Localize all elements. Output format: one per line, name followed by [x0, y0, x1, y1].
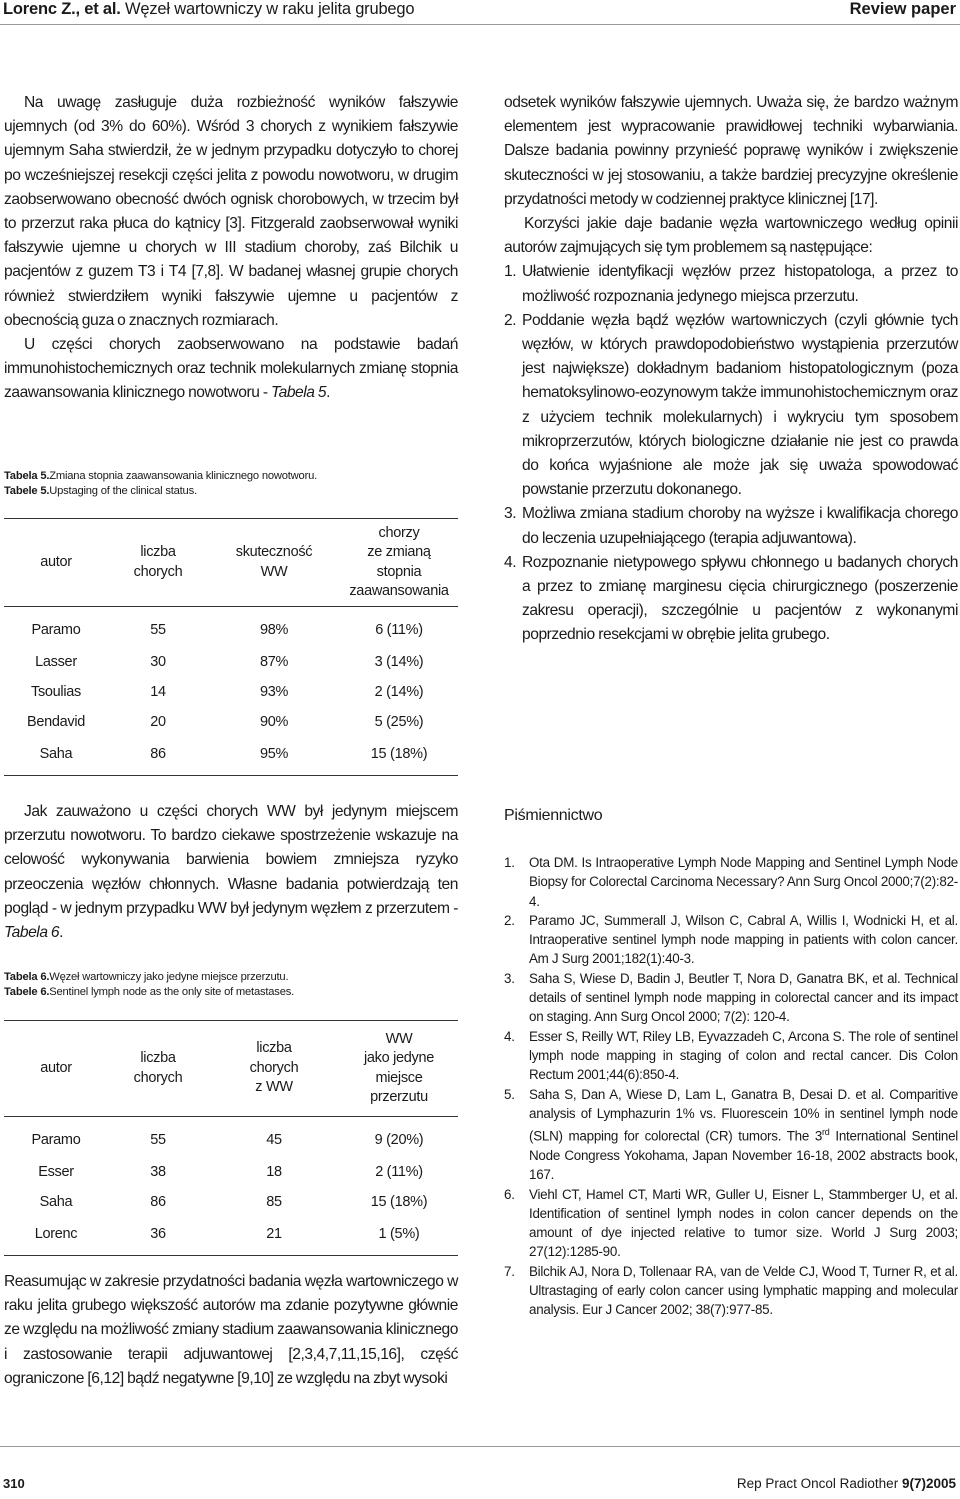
- table-cell: 3 (14%): [374, 654, 424, 670]
- table-cell: Paramo: [31, 622, 81, 638]
- table-row: [4, 607, 458, 648]
- table-cell: 5 (25%): [374, 714, 424, 730]
- table5-header-cell: liczba chorych: [108, 519, 208, 607]
- list-item-text: Możliwa zmiana stadium choroby na wyższe i kwalifikacja chorego do leczenia uzupełniającego (terapia adjuwantowa).: [522, 505, 958, 547]
- table-cell: 6 (11%): [375, 622, 423, 638]
- table-row: [4, 1117, 458, 1158]
- table-cell: 30: [150, 654, 166, 670]
- table-cell: 14: [150, 684, 166, 700]
- table6: [4, 1020, 458, 1256]
- table-cell: 86: [150, 1194, 166, 1210]
- table5-caption-pl: [4, 469, 458, 484]
- references-section: [504, 807, 958, 825]
- list-item-text: Poddanie węzła bądź węzłów wartowniczych (czyli głównie tych węzłów, w których prawdopodobieństwo wystąpienia przerzutów jest największe) dokładnym badaniom histopatologicznym (poza hematoksylinowo-eozynowym także immunohistochemicznym oraz z użyciem technik molekularnych) i wykryciu tym sposobem mikroprzerzutów, których biologiczne działanie nie jest co prawda do końca wyjaśnione ale może jak się uważa spowodować powstanie przerzutu dokonanego.: [522, 311, 958, 499]
- table-cell: 85: [266, 1194, 282, 1210]
- left-paragraph-4-block: [4, 1270, 458, 1391]
- table-cell: 55: [150, 622, 166, 638]
- table-cell: 45: [266, 1132, 282, 1148]
- left-paragraph-3-text: Jak zauważono u części chorych WW był jedynym miejscem przerzutu nowotworu. To bardzo ciekawe spostrzeżenie wskazuje na celowość wykonywania barwienia bowiem zmniejsza ryzyko przeoczenia węzłów chłonnych. Własne badania potwierdzają ten pogląd - w jednym przypadku WW był jedynym węzłem z przerzutem -: [4, 803, 458, 917]
- table5-caption: [4, 469, 458, 499]
- reference-item: [504, 853, 958, 911]
- reference-number: 7.: [504, 1263, 515, 1279]
- table-cell: 98%: [259, 622, 289, 638]
- table-cell: 15 (18%): [370, 1194, 428, 1210]
- journal-name: Rep Pract Oncol Radiother: [736, 1476, 902, 1491]
- table-cell: 1 (5%): [340, 1217, 458, 1256]
- footer-divider: [0, 1446, 960, 1447]
- table-cell: Saha: [4, 737, 108, 776]
- table6-header-row: [4, 1021, 458, 1117]
- left-paragraph-2-text: U części chorych zaobserwowano na podstawie badań immunohistochemicznych oraz technik molekularnych zmianę stopnia zaawansowania klinicznego nowotworu -: [4, 336, 458, 402]
- table-cell: 86: [108, 737, 208, 776]
- table-cell: 2 (11%): [375, 1164, 423, 1180]
- right-paragraph-2: Korzyści jakie daje badanie węzła wartowniczego według opinii autorów zajmujących się tym problemem są następujące:: [504, 215, 958, 257]
- table6-reference: Tabela 6: [4, 924, 60, 942]
- table6-header-cell: autor: [4, 1021, 108, 1117]
- right-paragraph-1: odsetek wyników fałszywie ujemnych. Uważa się, że bardzo ważnym elementem jest wypracowanie prawidłowej techniki wybarwiania. Dalsze badania powinny przynieść poprawę wyników i zwiększenie skuteczności w jej stosowaniu, a także bardziej precyzyjne określenie przydatności metody w codziennej praktyce klinicznej [17].: [504, 94, 958, 208]
- reference-text: Esser S, Reilly WT, Riley LB, Eyvazzadeh C, Arcona S. The role of sentinel lymph node mapping in staging of colon and rectal cancer. Dis Colon Rectum 2001;44(6):850-4.: [529, 1028, 958, 1083]
- table-cell: 18: [266, 1164, 282, 1180]
- page-number: 310: [3, 1476, 25, 1491]
- table-row: [4, 677, 458, 707]
- table-cell: Lasser: [35, 654, 77, 670]
- table5-caption-en-text: Upstaging of the clinical status.: [49, 485, 197, 497]
- reference-number: 5.: [504, 1086, 515, 1102]
- table5-header-cell: skuteczność WW: [208, 519, 340, 607]
- table5-grid: [4, 518, 458, 776]
- table6-caption: [4, 970, 458, 1000]
- table6-header-cell: liczba chorych: [108, 1021, 208, 1117]
- reference-item: [504, 1185, 958, 1262]
- list-item-number: 2.: [504, 311, 517, 329]
- running-header: [0, 0, 960, 24]
- table-cell: 2 (14%): [374, 684, 424, 700]
- table5: [4, 518, 458, 776]
- table5-header-cell: chorzy ze zmianą stopnia zaawansowania: [340, 519, 458, 607]
- header-article-type: Review paper: [849, 0, 956, 18]
- left-paragraph-3-end: .: [59, 924, 64, 942]
- table-cell: Saha: [39, 1194, 73, 1210]
- list-item: [504, 502, 958, 550]
- reference-number: 3.: [504, 970, 515, 986]
- reference-text: Viehl CT, Hamel CT, Marti WR, Guller U, Eisner L, Stammberger U, et al. Identification of sentinel lymph nodes in colon cancer depends on the amount of dye injected relative to tumor size. World J Surg 2003; 27(12):1285-90.: [529, 1186, 958, 1260]
- table6-caption-en: [4, 985, 458, 1000]
- reference-text: Paramo JC, Summerall J, Wilson C, Cabral A, Willis I, Wodnicki H, et al. Intraoperative sentinel lymph node mapping in patients with colon cancer. Am J Surg 2001;182(1):40-3.: [529, 912, 958, 967]
- left-paragraph-2-end: .: [326, 384, 330, 402]
- table6-label-pl: Tabela 6.: [4, 971, 50, 983]
- left-paragraph-3: [4, 800, 458, 945]
- reference-text: Ota DM. Is Intraoperative Lymph Node Mapping and Sentinel Lymph Node Biopsy for Colorectal Carcinoma Necessary? Ann Surg Oncol 2000;7(2):82-4.: [529, 855, 958, 909]
- table-cell: 93%: [259, 684, 289, 700]
- reference-number: 2.: [504, 912, 515, 928]
- list-item-number: 4.: [504, 553, 517, 571]
- table-cell: Lorenc: [4, 1217, 108, 1256]
- reference-text: Saha S, Wiese D, Badin J, Beutler T, Nora D, Ganatra BK, et al. Technical details of sentinel lymph node mapping in colorectal cancer and its impact on staging. Ann Surg Oncol 2000; 7(2): 120-4.: [529, 970, 958, 1025]
- table5-label-en: Tabele 5.: [4, 485, 50, 497]
- reference-number: 6.: [504, 1186, 515, 1202]
- reference-number: 1.: [504, 855, 515, 870]
- left-paragraph-1: Na uwagę zasługuje duża rozbieżność wyników fałszywie ujemnych (od 3% do 60%). Wśród 3 chorych z wynikiem fałszywie ujemnym Saha stwierdził, że w jednym przypadku dotyczyło to chorej po wcześniejszej resekcji części jelita z powodu nowotworu, w drugim zaobserwowano obecność dwóch ognisk chorobowych, w trzecim był to przerzut raka płuca do kątnicy [3]. Fitzgerald zaobserwował wyniki fałszywie ujemne u chorych w III stadium choroby, zaś Bilchik u pacjentów z guzem T3 i T4 [7,8]. W badanej własnej grupie chorych również stwierdziłem wyniki fałszywie ujemne u pacjentów z obecnością guza o znacznych rozmiarach.: [4, 94, 458, 329]
- table-cell: Bendavid: [26, 714, 86, 730]
- table-cell: Paramo: [31, 1132, 81, 1148]
- table-cell: 15 (18%): [340, 737, 458, 776]
- table6-caption-en-text: Sentinel lymph node as the only site of metastases.: [49, 986, 295, 998]
- left-column: [4, 91, 458, 406]
- list-item-number: 3.: [504, 505, 517, 523]
- table5-reference: Tabela 5: [270, 384, 327, 402]
- table6-caption-pl-text: Węzeł wartowniczy jako jedyne miejsce przerzutu.: [49, 971, 289, 983]
- header-citation: [3, 0, 414, 19]
- references-heading: Piśmiennictwo: [504, 807, 603, 824]
- table6-caption-pl: [4, 970, 458, 985]
- left-paragraph-3-block: [4, 800, 458, 945]
- list-item: [504, 551, 958, 648]
- table-cell: Tsoulias: [31, 684, 81, 700]
- reference-number: 4.: [504, 1028, 515, 1044]
- table6-header-cell: WW jako jedyne miejsce przerzutu: [340, 1021, 458, 1117]
- list-item-text: Ułatwienie identyfikacji węzłów przez histopatologa, a przez to możliwość rozpoznania jedynego miejsca przerzutu.: [522, 263, 958, 305]
- list-item: [504, 260, 958, 308]
- references-list: [504, 853, 958, 1320]
- table-cell: 55: [150, 1132, 166, 1148]
- list-item-text: Rozpoznanie nietypowego spływu chłonnego u badanych chorych a przez to zmianę marginesu cięcia chirurgicznego (poszerzenie zakresu operacji), szczególnie u pacjentów z wykonanymi poprzednio resekcjami w obrębie jelita grubego.: [522, 553, 958, 644]
- reference-superscript: rd: [822, 1127, 830, 1138]
- table-row: [4, 707, 458, 737]
- table-cell: 95%: [208, 737, 340, 776]
- table-cell: 21: [208, 1217, 340, 1256]
- list-item: [504, 309, 958, 503]
- reference-item: [504, 911, 958, 969]
- table-cell: 20: [150, 714, 166, 730]
- reference-text-b: International Sentinel Node Congress Yokohama, Japan November 16-18, 2002 abstracts book, 167.: [529, 1128, 959, 1183]
- table-cell: 38: [150, 1164, 166, 1180]
- table-cell: 87%: [259, 654, 289, 670]
- reference-item: [504, 1027, 958, 1085]
- benefits-list: [504, 260, 958, 647]
- table-row: [4, 1157, 458, 1187]
- references-list-block: [504, 853, 958, 1320]
- table-cell: 90%: [259, 714, 289, 730]
- table-row: [4, 737, 458, 776]
- header-title: Węzeł wartowniczy w raku jelita grubego: [125, 0, 415, 18]
- table5-caption-pl-text: Zmiana stopnia zaawansowania klinicznego nowotworu.: [49, 470, 318, 482]
- table-cell: 9 (20%): [374, 1132, 424, 1148]
- reference-text: Bilchik AJ, Nora D, Tollenaar RA, van de Velde CJ, Wood T, Turner R, et al. Ultrastaging of early colon cancer using lymphatic mapping and molecular analysis. Eur J Cancer 2002; 38(7):977-85.: [529, 1263, 958, 1318]
- table6-label-en: Tabele 6.: [4, 986, 50, 998]
- table6-grid: [4, 1020, 458, 1256]
- table-cell: Esser: [38, 1164, 74, 1180]
- table-row: [4, 1187, 458, 1217]
- left-paragraph-4: Reasumując w zakresie przydatności badania węzła wartowniczego w raku jelita grubego większość autorów ma zdanie pozytywne głównie ze względu na możliwość zmiany stadium zaawansowania klinicznego i zastosowanie terapii adjuwantowej [2,3,4,7,11,15,16], część ograniczone [6,12] bądź negatywne [9,10] ze względu na zbyt wysoki: [4, 1273, 458, 1387]
- right-column: [504, 91, 958, 648]
- table6-header-cell: liczba chorych z WW: [208, 1021, 340, 1117]
- left-paragraph-2: [4, 333, 458, 406]
- header-divider: [0, 24, 960, 25]
- table-row: [4, 1217, 458, 1256]
- table5-header-row: [4, 519, 458, 607]
- table5-header-cell: autor: [4, 519, 108, 607]
- header-authors: Lorenc Z., et al.: [3, 0, 121, 18]
- table-row: [4, 647, 458, 677]
- reference-text-a: Saha S, Dan A, Wiese D, Lam L, Ganatra B, Desai D. et al. Comparitive analysis of Lymphazurin 1% vs. Fluorescein 10% in sentinel lymph node (SLN) mapping for colorectal (CR) tumors. The 3: [529, 1086, 958, 1144]
- reference-item: [504, 969, 958, 1027]
- journal-issue: 9(7)2005: [901, 1476, 956, 1491]
- journal-citation: [737, 1476, 956, 1491]
- reference-item: [504, 1262, 958, 1320]
- list-item-number: 1.: [504, 263, 517, 281]
- table5-caption-en: [4, 484, 458, 499]
- table5-label-pl: Tabela 5.: [4, 470, 50, 482]
- reference-item: [504, 1085, 958, 1185]
- table-cell: 36: [108, 1217, 208, 1256]
